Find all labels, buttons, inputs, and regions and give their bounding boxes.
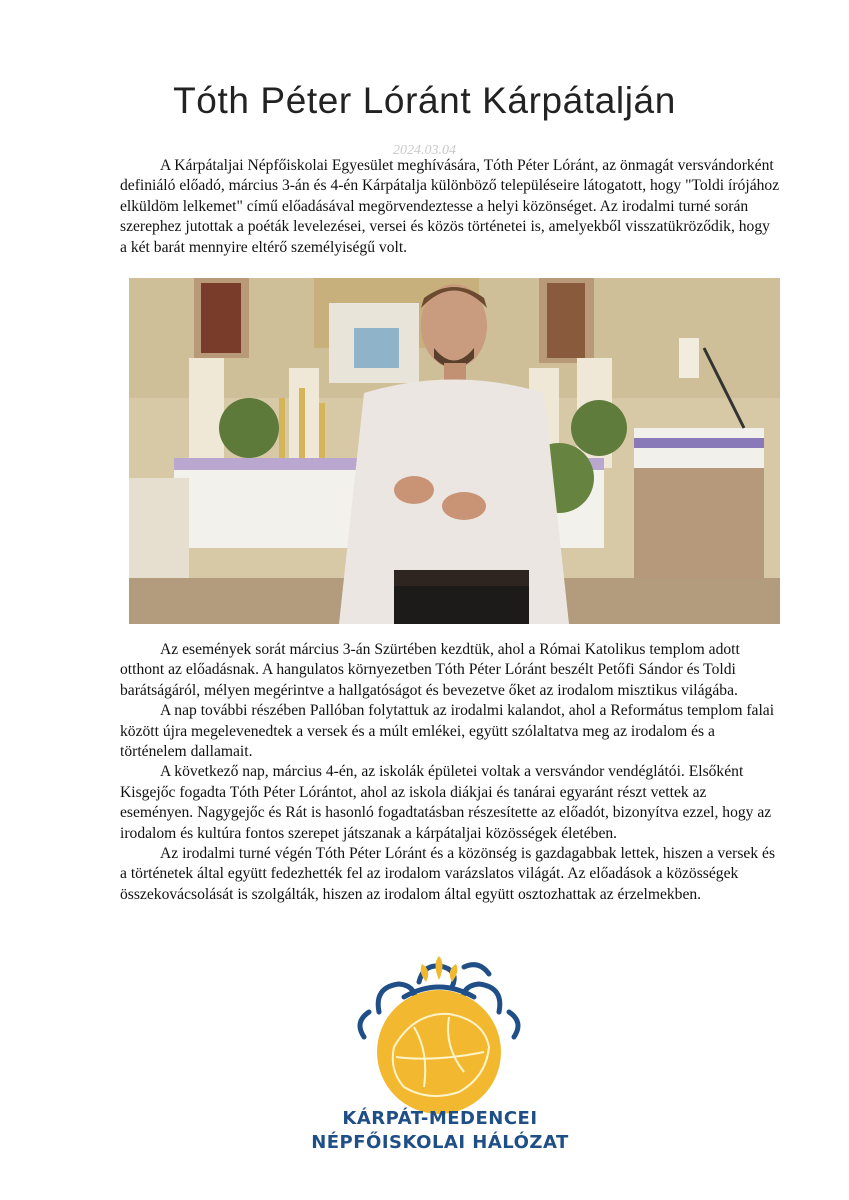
intro-text: A Kárpátaljai Népfőiskolai Egyesület meghívására, Tóth Péter Lóránt, az önmagát versvándorként definiáló előadó, március 3-án és 4-én Kárpátalja különböző településeire látogatott, hogy "Toldi írójához elküldöm lelkemet" című előadásával megörvendeztesse a helyi közönséget. Az irodalmi turné során szerephez jutottak a poéták levelezései, versei és közös történetei is, amelyekből visszatükröződik, hogy a két barát mennyire eltérő személyiségű volt.: [120, 157, 780, 256]
event-photo: [129, 278, 780, 624]
network-logo-icon: [334, 952, 584, 1162]
logo-text-line1: KÁRPÁT-MEDENCEI: [342, 1108, 538, 1129]
body-paragraph: Az események sorát március 3-án Szürtében kezdtük, ahol a Római Katolikus templom adott otthont az előadásnak. A hangulatos környezetben Tóth Péter Lóránt beszélt Petőfi Sándor és Toldi barátságáról, mélyen megérintve a hallgatóságot és bevezetve őket az irodalom misztikus világába.: [120, 641, 740, 699]
body-paragraph: A következő nap, március 4-én, az iskolák épületei voltak a versvándor vendéglátói. Elsőként Kisgejőc fogadta Tóth Péter Lórántot, ahol az iskola diákjai és tanárai egyaránt részt vettek az eseményen. Nagygejőc és Rát is hasonló fogadtatásban részesítette az előadót, bizonyítva ezzel, hogy az irodalom és kultúra fontos szerepet játszanak a kárpátaljai közösségek életében.: [120, 763, 772, 842]
body-paragraph: A nap további részében Pallóban folytattuk az irodalmi kalandot, ahol a Református templom falai között újra megelevenedtek a versek és a múlt emlékei, együtt szólaltatva meg az irodalom és a történelem dallamait.: [120, 702, 775, 761]
body-paragraph: Az irodalmi turné végén Tóth Péter Lóránt és a közönség is gazdagabbak lettek, hiszen a versek és a történetek által együtt fedezhették fel az irodalom varázslatos világát. Az előadások a közösségek összekovácsolását is szolgálták, hiszen az irodalom által együtt osztozhattak az érzelmekben.: [120, 845, 776, 903]
article-date: 2024.03.04: [393, 143, 456, 158]
page-title: Tóth Péter Lóránt Kárpátalján: [173, 80, 676, 121]
intro-paragraph: [120, 156, 780, 258]
article-body: [120, 640, 780, 905]
logo-text-line2: NÉPFŐISKOLAI HÁLÓZAT: [311, 1132, 569, 1153]
